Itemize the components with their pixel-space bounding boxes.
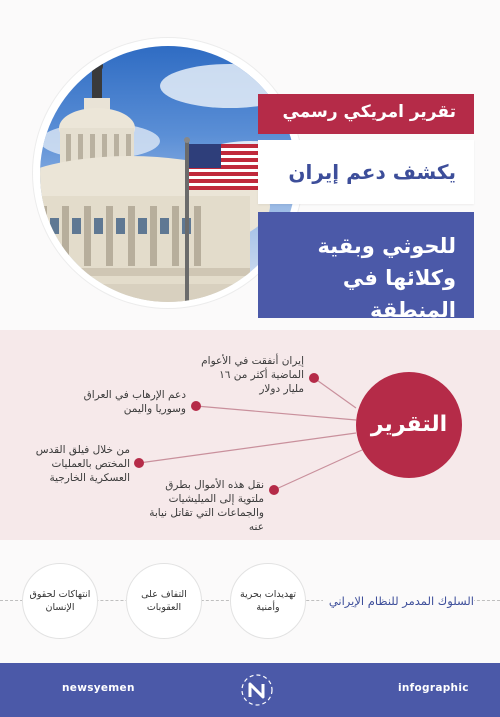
connector-dot — [269, 485, 279, 495]
footer-site-name: newsyemen — [62, 682, 135, 694]
connector-dot — [134, 458, 144, 468]
newsyemen-logo-icon — [240, 673, 274, 707]
behavior-item: انتهاكات لحقوق الإنسان — [22, 563, 98, 639]
headline-line-3b: وكلائها في المنطقة — [342, 266, 456, 322]
headline-line-2: يكشف دعم إيران — [258, 140, 474, 204]
report-point: إيران أنفقت في الأعوام الماضية أكثر من ١٦ مليار دولار — [201, 355, 304, 395]
headline-line-3a: للحوثي وبقية — [317, 234, 456, 258]
connector-dot — [309, 373, 319, 383]
report-center-circle: التقرير — [356, 372, 462, 478]
behavior-item: التفاف على العقوبات — [126, 563, 202, 639]
headline-line-1: تقرير امريكي رسمي — [258, 94, 474, 134]
report-section — [0, 330, 500, 540]
report-point: من خلال فيلق القدس المختص بالعمليات العسكرية الخارجية — [35, 444, 130, 484]
us-flag — [189, 144, 263, 190]
connector-dot — [191, 401, 201, 411]
report-point: نقل هذه الأموال بطرق ملتوية إلى الميليشيات والجماعات التي تقاتل نيابة عنه — [149, 479, 264, 533]
header-section — [0, 0, 500, 330]
report-point: دعم الإرهاب في العراق وسوريا واليمن — [83, 389, 186, 415]
behavior-title: السلوك المدمر للنظام الإيراني — [323, 594, 474, 608]
footer-kind-label: infographic — [398, 682, 469, 694]
behavior-item: تهديدات بحرية وأمنية — [230, 563, 306, 639]
footer-bar — [0, 663, 500, 717]
headline-line-3 — [258, 212, 474, 322]
behavior-section — [0, 540, 500, 663]
